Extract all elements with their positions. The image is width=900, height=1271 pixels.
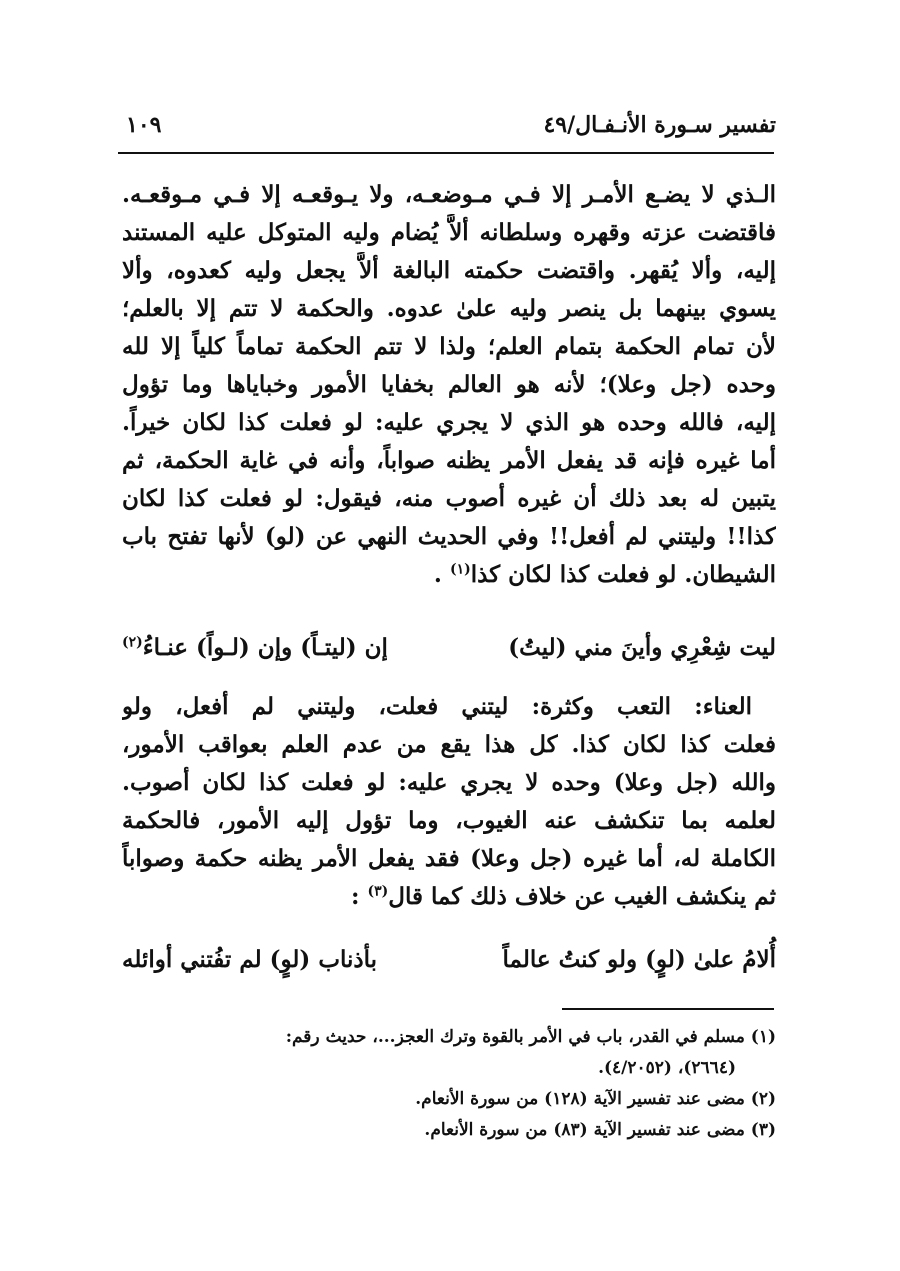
footnote-ref-1: (١) [449,561,471,578]
footnote-1-cont: (٢٦٦٤)، (٤/٢٠٥٢). [598,1058,736,1078]
text-run: إن (ليتـاً) وإن (لـواً) عنـاءُ [142,634,388,661]
text-line: إليه، وألا يُقهر. واقتضت حكمته البالغة ألاَّ يجعل وليه كعدوه، وألا [122,257,776,284]
text-line: فعلت كذا لكان كذا. كل هذا يقع من عدم العلم بعواقب الأمور، [122,731,776,758]
page-number: ١٠٩ [126,112,162,138]
text-line: فاقتضت عزته وقهره وسلطانه ألاَّ يُضام وليه المتوكل عليه المستند [122,219,776,246]
text-line: والله (جل وعلا) وحده لا يجري عليه: لو فعلت كذا لكان أصوب. [122,769,776,796]
paragraph-2 [122,688,776,916]
footnote-2: (٢) مضى عند تفسير الآية (١٢٨) من سورة الأنعام. [415,1089,776,1109]
text-line: كذا!! وليتني لم أفعل!! وفي الحديث النهي عن (لو) لأنها تفتح باب [122,523,776,550]
text-line: لأن تمام الحكمة بتمام العلم؛ ولذا لا تتم الحكمة تماماً كلياً إلا لله [122,333,776,360]
verse-hemistich-1: ليت شِعْرِي وأينَ مني (ليتُ) [508,634,776,661]
text-line: الكاملة له، أما غيره (جل وعلا) فقد يفعل الأمر يظنه حكمة وصواباً [122,845,776,872]
text-line: أما غيره فإنه قد يفعل الأمر يظنه صواباً، وأنه في غاية الحكمة، ثم [122,447,776,474]
text-line: يسوي بينهما بل ينصر وليه علىٰ عدوه. والحكمة لا تتم إلا بالعلم؛ [122,295,776,322]
text-run: الشيطان. لو فعلت كذا لكان كذا [470,561,776,588]
verse-2 [122,946,776,986]
text-run: . [433,561,442,588]
text-run: : [350,883,360,910]
text-line: لعلمه بما تنكشف عنه الغيوب، وما تؤول إليه الأمور، فالحكمة [122,807,776,834]
text-line: العناء: التعب وكثرة: ليتني فعلت، وليتني لم أفعل، ولو [122,693,752,720]
verse-hemistich-1: أُلامُ علىٰ (لوٍ) ولو كنتُ عالماً [502,946,776,973]
verse-hemistich-2: بأذناب (لوٍ) لم تفُتني أوائله [122,946,378,973]
verse-hemistich-2 [122,634,388,661]
footnote-separator [562,1008,774,1010]
footnotes [122,1022,776,1146]
text-line: إليه، فالله وحده هو الذي لا يجري عليه: لو فعلت كذا لكان خيراً. [122,409,776,436]
paragraph-1 [122,176,776,594]
text-run: ثم ينكشف الغيب عن خلاف ذلك كما قال [388,883,776,910]
footnote-3: (٣) مضى عند تفسير الآية (٨٣) من سورة الأنعام. [424,1120,776,1140]
text-line: وحده (جل وعلا)؛ لأنه هو العالم بخفايا الأمور وخباياها وما تؤول [122,371,776,398]
running-header [118,112,776,148]
running-title: تفسير سـورة الأنـفـال/٤٩ [543,112,776,138]
header-rule [118,152,774,154]
text-line [122,556,776,594]
text-line: الـذي لا يضـع الأمـر إلا فـي مـوضعـه، ولا يـوقعـه إلا فـي مـوقعـه. [122,181,776,208]
footnote-1: (١) مسلم في القدر، باب في الأمر بالقوة وترك العجز...، حديث رقم: [285,1027,776,1047]
footnote-ref-2: (٢) [122,634,143,651]
text-line [122,878,776,916]
text-line: يتبين له بعد ذلك أن غيره أصوب منه، فيقول: لو فعلت كذا لكان [122,485,776,512]
footnote-ref-3: (٣) [367,883,389,900]
verse-1 [122,634,776,674]
